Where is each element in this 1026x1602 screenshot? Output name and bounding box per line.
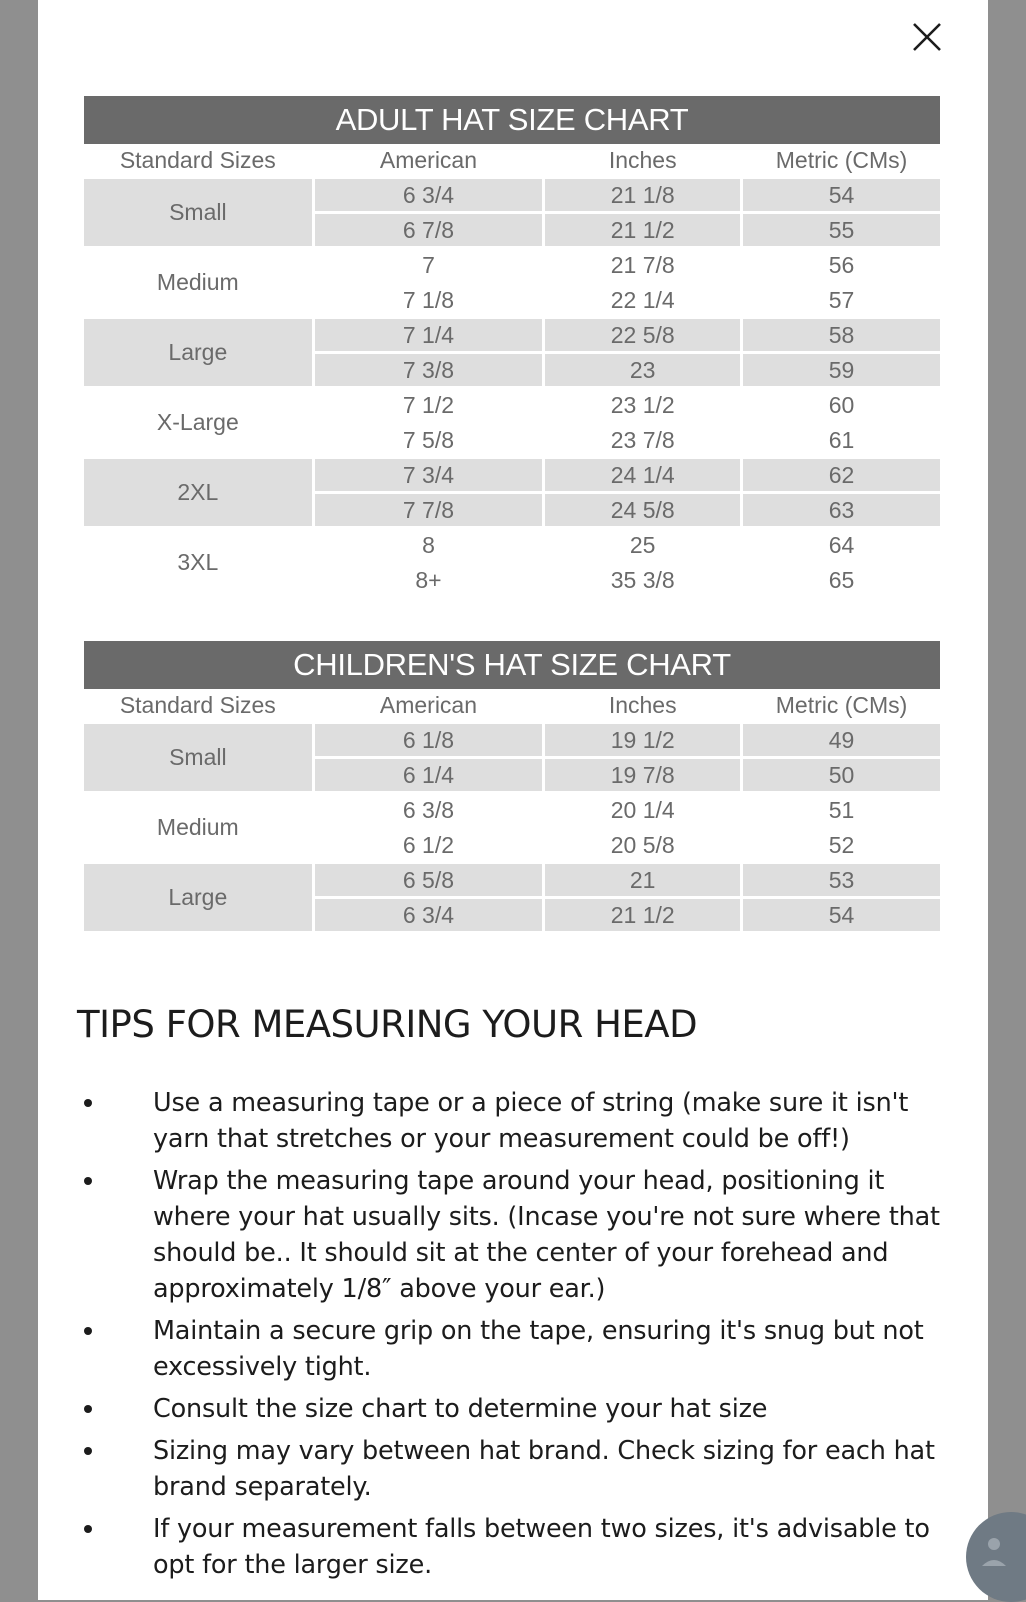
adult-chart-title: ADULT HAT SIZE CHART	[84, 96, 940, 144]
size-label: Large	[84, 864, 312, 931]
inches-cell: 23 7/8	[545, 424, 740, 456]
column-header: American	[315, 144, 543, 176]
column-header: Inches	[545, 689, 740, 721]
table-row	[84, 389, 940, 421]
size-label: 3XL	[84, 529, 312, 596]
metric-cell: 56	[743, 249, 940, 281]
size-label: Medium	[84, 249, 312, 316]
american-cell: 7 7/8	[315, 494, 543, 526]
inches-cell: 22 1/4	[545, 284, 740, 316]
column-header: American	[315, 689, 543, 721]
size-label: 2XL	[84, 459, 312, 526]
tip-item: If your measurement falls between two sizes, it's advisable to opt for the larger size.	[77, 1511, 987, 1583]
tip-item: Maintain a secure grip on the tape, ensuring it's snug but not excessively tight.	[77, 1313, 987, 1385]
american-cell: 8	[315, 529, 543, 561]
american-cell: 6 1/8	[315, 724, 543, 756]
children-size-table	[81, 686, 943, 934]
metric-cell: 58	[743, 319, 940, 351]
american-cell: 7 3/4	[315, 459, 543, 491]
size-label: Large	[84, 319, 312, 386]
american-cell: 6 3/4	[315, 899, 543, 931]
inches-cell: 21 7/8	[545, 249, 740, 281]
american-cell: 7 1/4	[315, 319, 543, 351]
adult-size-table	[81, 141, 943, 599]
chat-icon	[974, 1522, 1026, 1582]
metric-cell: 63	[743, 494, 940, 526]
tips-list	[77, 1085, 987, 1589]
tip-item: Wrap the measuring tape around your head, positioning it where your hat usually sits. (Incase you're not sure where that should be.. It should sit at the center of your forehead and approximately 1/8″ above your ear.)	[77, 1163, 987, 1307]
metric-cell: 62	[743, 459, 940, 491]
inches-cell: 21	[545, 864, 740, 896]
table-row	[84, 724, 940, 756]
american-cell: 7	[315, 249, 543, 281]
inches-cell: 21 1/2	[545, 899, 740, 931]
table-row	[84, 864, 940, 896]
metric-cell: 55	[743, 214, 940, 246]
inches-cell: 22 5/8	[545, 319, 740, 351]
metric-cell: 57	[743, 284, 940, 316]
column-header: Standard Sizes	[84, 144, 312, 176]
adult-size-chart	[84, 96, 940, 599]
column-header: Metric (CMs)	[743, 144, 940, 176]
table-row	[84, 794, 940, 826]
metric-cell: 50	[743, 759, 940, 791]
tip-item: Use a measuring tape or a piece of string (make sure it isn't yarn that stretches or your measurement could be off!)	[77, 1085, 987, 1157]
inches-cell: 23	[545, 354, 740, 386]
american-cell: 7 1/8	[315, 284, 543, 316]
american-cell: 6 5/8	[315, 864, 543, 896]
inches-cell: 24 5/8	[545, 494, 740, 526]
table-row	[84, 529, 940, 561]
inches-cell: 24 1/4	[545, 459, 740, 491]
metric-cell: 53	[743, 864, 940, 896]
inches-cell: 19 1/2	[545, 724, 740, 756]
metric-cell: 52	[743, 829, 940, 861]
inches-cell: 19 7/8	[545, 759, 740, 791]
table-row	[84, 459, 940, 491]
table-row	[84, 179, 940, 211]
children-size-chart	[84, 641, 940, 934]
metric-cell: 65	[743, 564, 940, 596]
metric-cell: 60	[743, 389, 940, 421]
tip-item: Consult the size chart to determine your hat size	[77, 1391, 987, 1427]
american-cell: 6 3/4	[315, 179, 543, 211]
metric-cell: 54	[743, 179, 940, 211]
close-icon[interactable]	[904, 14, 950, 60]
table-header-row	[84, 689, 940, 721]
metric-cell: 59	[743, 354, 940, 386]
inches-cell: 21 1/8	[545, 179, 740, 211]
inches-cell: 21 1/2	[545, 214, 740, 246]
table-header-row	[84, 144, 940, 176]
metric-cell: 54	[743, 899, 940, 931]
size-label: Small	[84, 179, 312, 246]
metric-cell: 61	[743, 424, 940, 456]
inches-cell: 20 5/8	[545, 829, 740, 861]
size-label: Medium	[84, 794, 312, 861]
table-row	[84, 249, 940, 281]
column-header: Standard Sizes	[84, 689, 312, 721]
metric-cell: 49	[743, 724, 940, 756]
american-cell: 6 3/8	[315, 794, 543, 826]
size-chart-modal	[38, 0, 988, 1600]
table-row	[84, 319, 940, 351]
american-cell: 7 3/8	[315, 354, 543, 386]
inches-cell: 20 1/4	[545, 794, 740, 826]
tips-heading: TIPS FOR MEASURING YOUR HEAD	[77, 1003, 698, 1046]
children-chart-title: CHILDREN'S HAT SIZE CHART	[84, 641, 940, 689]
american-cell: 7 1/2	[315, 389, 543, 421]
size-label: Small	[84, 724, 312, 791]
american-cell: 6 1/2	[315, 829, 543, 861]
metric-cell: 51	[743, 794, 940, 826]
size-label: X-Large	[84, 389, 312, 456]
close-button[interactable]	[904, 14, 950, 60]
inches-cell: 25	[545, 529, 740, 561]
american-cell: 6 1/4	[315, 759, 543, 791]
metric-cell: 64	[743, 529, 940, 561]
inches-cell: 35 3/8	[545, 564, 740, 596]
column-header: Inches	[545, 144, 740, 176]
american-cell: 7 5/8	[315, 424, 543, 456]
column-header: Metric (CMs)	[743, 689, 940, 721]
tip-item: Sizing may vary between hat brand. Check sizing for each hat brand separately.	[77, 1433, 987, 1505]
american-cell: 8+	[315, 564, 543, 596]
inches-cell: 23 1/2	[545, 389, 740, 421]
american-cell: 6 7/8	[315, 214, 543, 246]
